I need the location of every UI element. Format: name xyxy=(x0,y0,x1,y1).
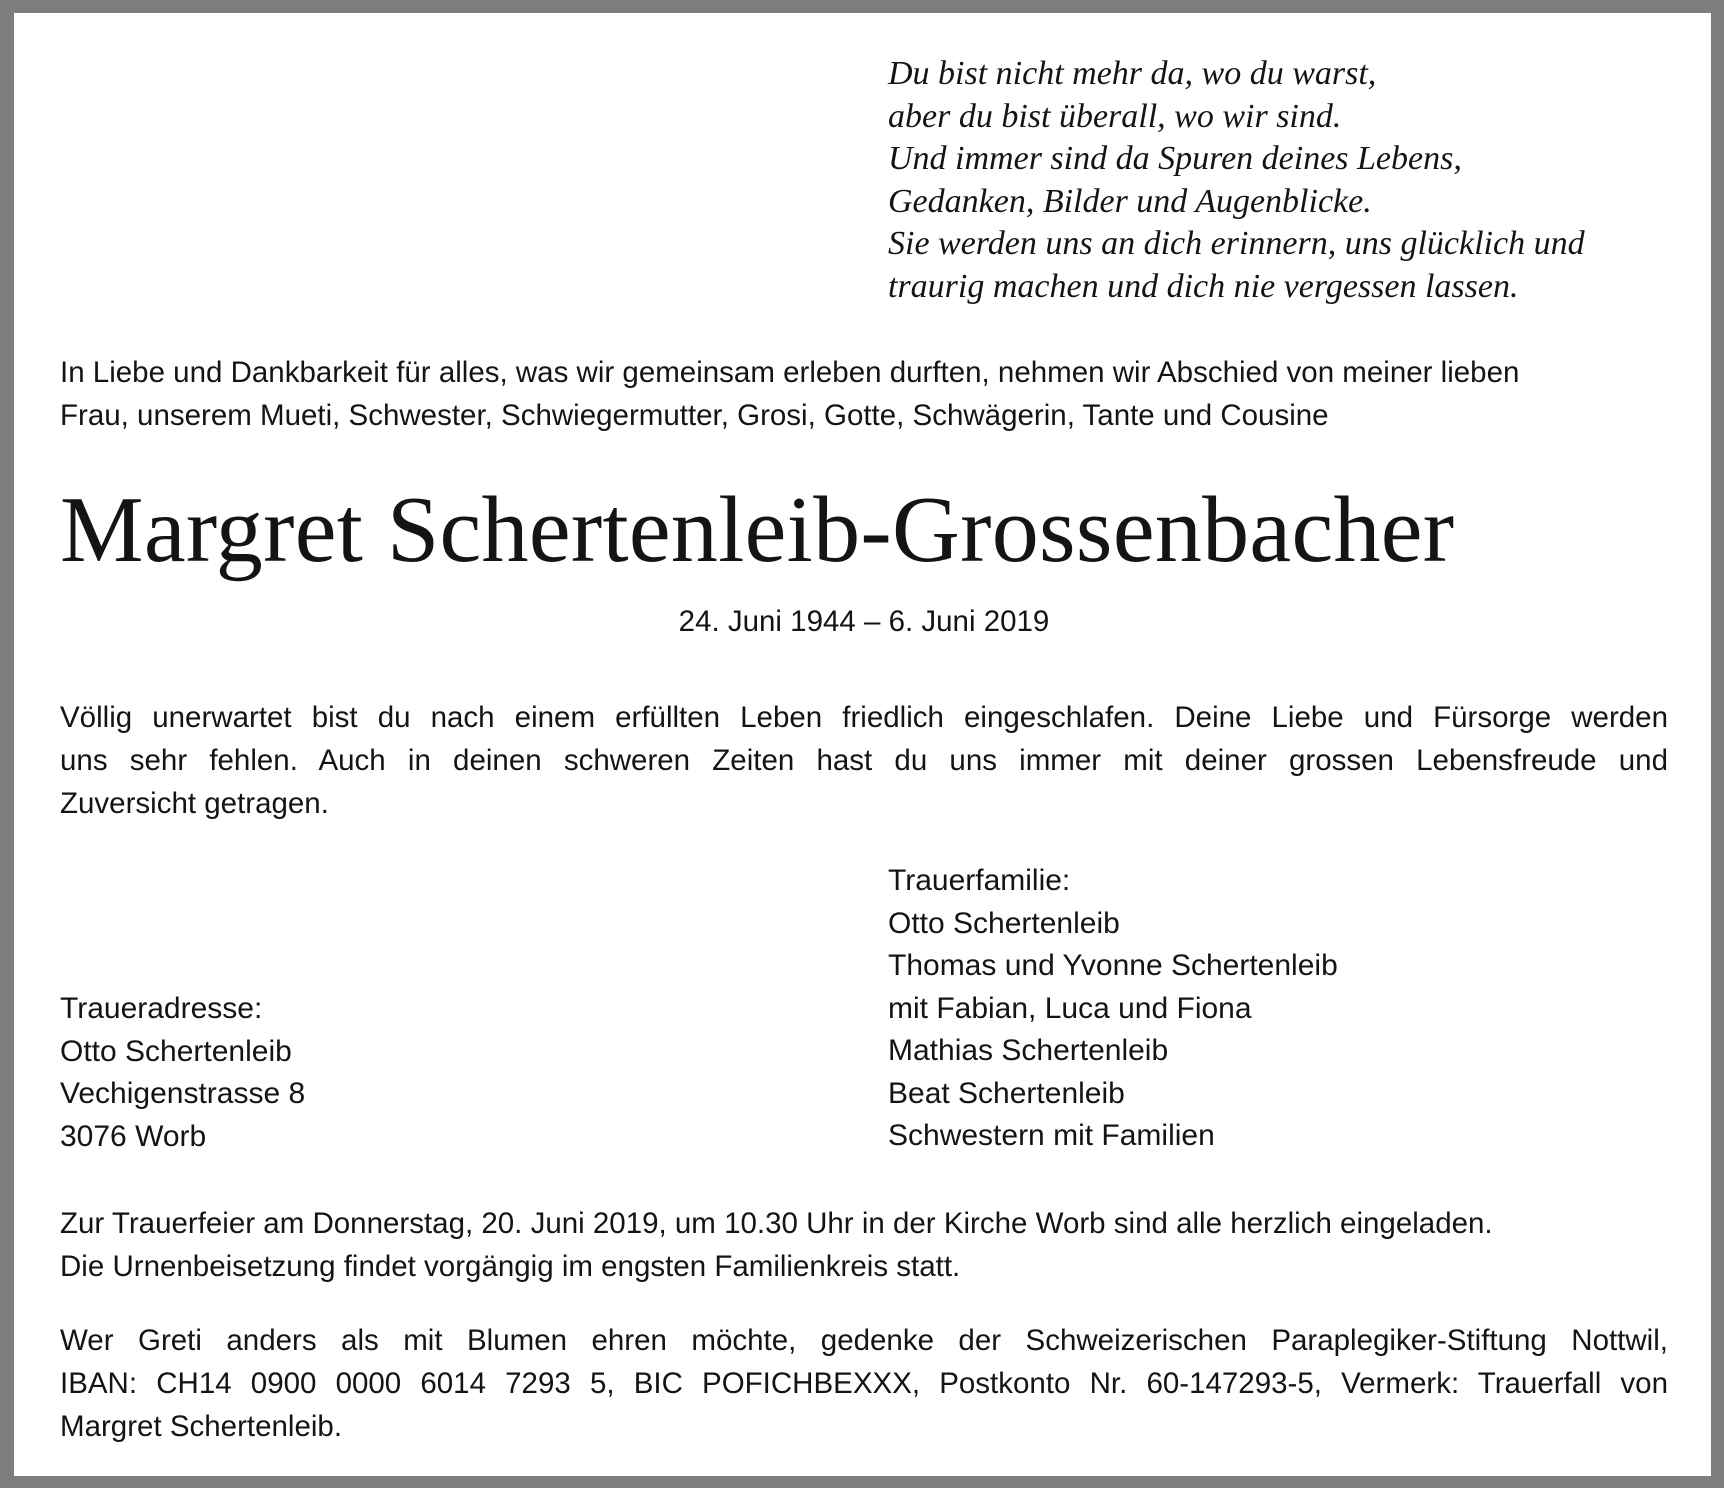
farewell-message xyxy=(60,696,1668,825)
message-line: uns sehr fehlen. Auch in deinen schweren Zeiten hast du uns immer mit deiner grossen Lebensfreude und xyxy=(60,744,1668,777)
message-line: Völlig unerwartet bist du nach einem erfüllten Leben friedlich eingeschlafen. Deine Liebe und Fürsorge werden xyxy=(60,701,1668,734)
deceased-name: Margret Schertenleib-Grossenbacher xyxy=(60,478,1455,582)
family-label: Trauerfamilie: xyxy=(888,864,1071,897)
poem-line: Gedanken, Bilder und Augenblicke. xyxy=(888,182,1372,220)
obituary-page xyxy=(14,13,1711,1476)
message-line: Zuversicht getragen. xyxy=(60,787,329,820)
family-member: Thomas und Yvonne Schertenleib xyxy=(888,949,1338,982)
intro-line: In Liebe und Dankbarkeit für alles, was wir gemeinsam erleben durften, nehmen wir Abschied von meiner lieben xyxy=(60,356,1520,389)
poem xyxy=(888,53,1668,308)
donation-line: Margret Schertenleib. xyxy=(60,1410,343,1443)
intro-line: Frau, unserem Mueti, Schwester, Schwiegermutter, Grosi, Gotte, Schwägerin, Tante und Cousine xyxy=(60,398,1329,432)
address-line: Vechigenstrasse 8 xyxy=(60,1077,306,1110)
family-member: Schwestern mit Familien xyxy=(888,1119,1215,1152)
donation-notice xyxy=(60,1319,1668,1448)
family-member: mit Fabian, Luca und Fiona xyxy=(888,991,1252,1025)
ceremony-line: Die Urnenbeisetzung findet vorgängig im engsten Familienkreis statt. xyxy=(60,1249,961,1283)
mourning-family xyxy=(888,860,1668,1158)
poem-line: traurig machen und dich nie vergessen lassen. xyxy=(888,267,1519,305)
poem-line: Du bist nicht mehr da, wo du warst, xyxy=(888,55,1377,92)
ceremony-notice xyxy=(60,1203,1668,1288)
address-line: Otto Schertenleib xyxy=(60,1034,292,1068)
mourning-address xyxy=(60,988,660,1158)
donation-line: IBAN: CH14 0900 0000 6014 7293 5, BIC POFICHBEXXX, Postkonto Nr. 60-147293-5, Vermerk: Trauerfall von xyxy=(60,1367,1668,1400)
poem-line: Sie werden uns an dich erinnern, uns glücklich und xyxy=(888,225,1585,262)
family-member: Beat Schertenleib xyxy=(888,1076,1125,1110)
family-member: Mathias Schertenleib xyxy=(888,1034,1169,1067)
ceremony-line: Zur Trauerfeier am Donnerstag, 20. Juni 2019, um 10.30 Uhr in der Kirche Worb sind alle herzlich eingeladen. xyxy=(60,1207,1493,1240)
donation-line: Wer Greti anders als mit Blumen ehren möchte, gedenke der Schweizerischen Paraplegiker-Stiftung Nottwil, xyxy=(60,1324,1668,1357)
poem-line: Und immer sind da Spuren deines Lebens, xyxy=(888,140,1462,177)
address-line: 3076 Worb xyxy=(60,1119,207,1153)
family-member: Otto Schertenleib xyxy=(888,906,1120,940)
address-label: Traueradresse: xyxy=(60,992,263,1025)
life-dates: 24. Juni 1944 – 6. Juni 2019 xyxy=(678,605,1050,638)
poem-line: aber du bist überall, wo wir sind. xyxy=(888,97,1342,135)
intro-text xyxy=(60,352,1668,437)
